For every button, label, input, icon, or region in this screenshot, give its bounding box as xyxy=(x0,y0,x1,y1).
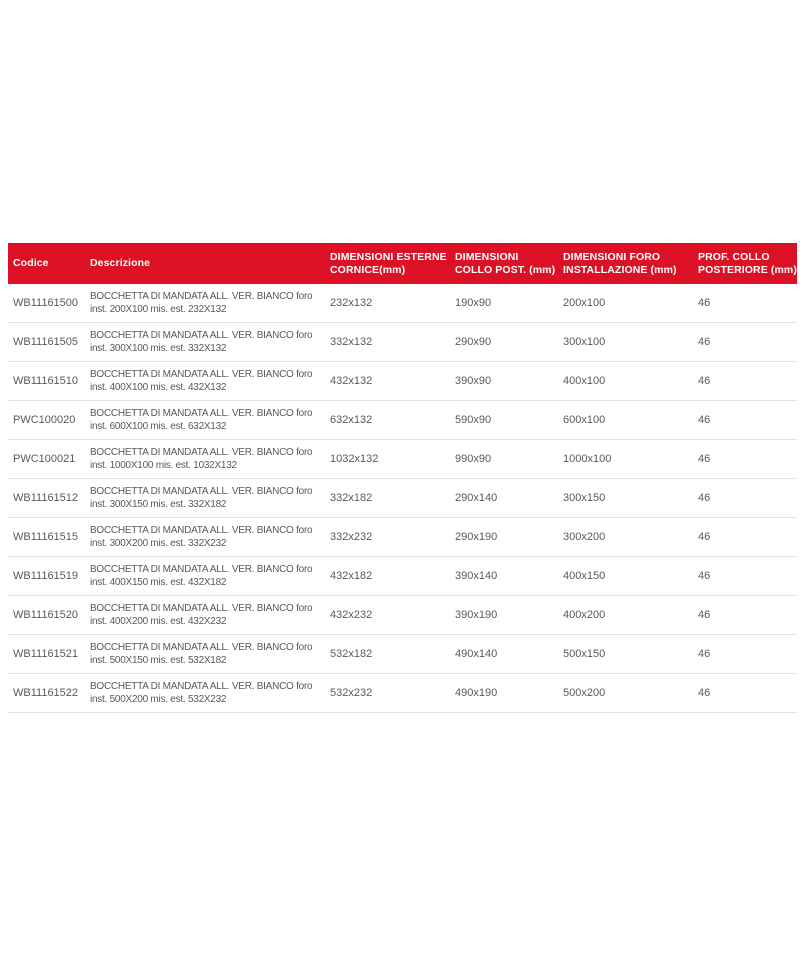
cell-descrizione xyxy=(90,641,330,668)
cell-dimensioni-collo-post xyxy=(455,336,563,348)
cell-prof-collo-posteriore xyxy=(698,648,797,660)
cell-dimensioni-esterne-cornice xyxy=(330,570,455,582)
column-header-prof-collo xyxy=(698,251,800,277)
cell-dimensioni-foro-installazione xyxy=(563,414,698,426)
product-description-line1: BOCCHETTA DI MANDATA ALL. VER. BIANCO foro xyxy=(90,368,313,380)
column-header-label: Descrizione xyxy=(90,257,151,269)
cell-prof-collo-posteriore xyxy=(698,297,797,309)
dimensioni-esterne-value: 532x232 xyxy=(330,687,373,699)
product-description-line2: inst. 300X100 mis. est. 332X132 xyxy=(90,343,227,354)
cell-prof-collo-posteriore xyxy=(698,375,797,387)
cell-dimensioni-esterne-cornice xyxy=(330,297,455,309)
cell-codice xyxy=(13,570,90,582)
dimensioni-foro-value: 500x200 xyxy=(563,687,606,699)
column-header-label: DIMENSIONI FORO xyxy=(563,250,661,263)
dimensioni-collo-value: 390x140 xyxy=(455,570,498,582)
dimensioni-foro-value: 300x150 xyxy=(563,492,606,504)
product-description-line2: inst. 300X200 mis. est. 332X232 xyxy=(90,538,227,549)
dimensioni-foro-value: 1000x100 xyxy=(563,453,612,465)
dimensioni-esterne-value: 432x182 xyxy=(330,570,373,582)
column-header-descrizione xyxy=(90,257,330,270)
prof-collo-value: 46 xyxy=(698,570,711,582)
product-code: PWC100020 xyxy=(13,414,76,426)
cell-codice xyxy=(13,453,90,465)
table-header-row xyxy=(8,243,797,284)
product-description-line1: BOCCHETTA DI MANDATA ALL. VER. BIANCO foro xyxy=(90,329,313,341)
dimensioni-esterne-value: 332x232 xyxy=(330,531,373,543)
dimensioni-foro-value: 500x150 xyxy=(563,648,606,660)
cell-dimensioni-foro-installazione xyxy=(563,687,698,699)
cell-descrizione xyxy=(90,446,330,473)
cell-dimensioni-esterne-cornice xyxy=(330,492,455,504)
product-code: WB11161500 xyxy=(13,297,79,309)
column-header-codice xyxy=(13,257,90,270)
dimensioni-foro-value: 300x200 xyxy=(563,531,606,543)
dimensioni-collo-value: 190x90 xyxy=(455,297,492,309)
column-header-label: PROF. COLLO xyxy=(698,250,770,263)
product-description-line1: BOCCHETTA DI MANDATA ALL. VER. BIANCO foro xyxy=(90,485,313,497)
prof-collo-value: 46 xyxy=(698,375,711,387)
dimensioni-foro-value: 300x100 xyxy=(563,336,606,348)
cell-codice xyxy=(13,492,90,504)
dimensioni-esterne-value: 232x132 xyxy=(330,297,373,309)
column-header-dimensioni-esterne xyxy=(330,251,455,277)
cell-prof-collo-posteriore xyxy=(698,609,797,621)
dimensioni-collo-value: 390x190 xyxy=(455,609,498,621)
table-row xyxy=(8,440,797,479)
cell-prof-collo-posteriore xyxy=(698,687,797,699)
dimensioni-esterne-value: 532x182 xyxy=(330,648,373,660)
cell-dimensioni-foro-installazione xyxy=(563,336,698,348)
product-description-line1: BOCCHETTA DI MANDATA ALL. VER. BIANCO foro xyxy=(90,290,313,302)
prof-collo-value: 46 xyxy=(698,687,711,699)
prof-collo-value: 46 xyxy=(698,414,711,426)
column-header-dimensioni-foro xyxy=(563,251,698,277)
cell-prof-collo-posteriore xyxy=(698,336,797,348)
cell-codice xyxy=(13,648,90,660)
product-code: WB11161522 xyxy=(13,687,79,699)
cell-dimensioni-foro-installazione xyxy=(563,648,698,660)
cell-codice xyxy=(13,414,90,426)
product-code: WB11161505 xyxy=(13,336,79,348)
cell-dimensioni-foro-installazione xyxy=(563,609,698,621)
cell-dimensioni-foro-installazione xyxy=(563,297,698,309)
product-description-line2: inst. 300X150 mis. est. 332X182 xyxy=(90,499,227,510)
product-code: WB11161520 xyxy=(13,609,79,621)
dimensioni-collo-value: 290x90 xyxy=(455,336,492,348)
cell-codice xyxy=(13,687,90,699)
dimensioni-foro-value: 200x100 xyxy=(563,297,606,309)
dimensioni-esterne-value: 332x132 xyxy=(330,336,373,348)
cell-descrizione xyxy=(90,563,330,590)
cell-dimensioni-collo-post xyxy=(455,609,563,621)
cell-dimensioni-foro-installazione xyxy=(563,570,698,582)
cell-descrizione xyxy=(90,290,330,317)
cell-dimensioni-collo-post xyxy=(455,414,563,426)
cell-descrizione xyxy=(90,602,330,629)
product-description-line1: BOCCHETTA DI MANDATA ALL. VER. BIANCO foro xyxy=(90,524,313,536)
dimensioni-esterne-value: 432x232 xyxy=(330,609,373,621)
product-description-line1: BOCCHETTA DI MANDATA ALL. VER. BIANCO foro xyxy=(90,446,313,458)
product-code: WB11161521 xyxy=(13,648,79,660)
cell-prof-collo-posteriore xyxy=(698,531,797,543)
column-header-label: INSTALLAZIONE (mm) xyxy=(563,263,677,276)
cell-descrizione xyxy=(90,368,330,395)
cell-dimensioni-collo-post xyxy=(455,297,563,309)
cell-dimensioni-foro-installazione xyxy=(563,453,698,465)
dimensioni-collo-value: 490x190 xyxy=(455,687,498,699)
product-code: WB11161510 xyxy=(13,375,79,387)
cell-dimensioni-foro-installazione xyxy=(563,492,698,504)
product-description-line2: inst. 200X100 mis. est. 232X132 xyxy=(90,304,227,315)
dimensioni-esterne-value: 432x132 xyxy=(330,375,373,387)
prof-collo-value: 46 xyxy=(698,297,711,309)
cell-dimensioni-collo-post xyxy=(455,375,563,387)
cell-dimensioni-esterne-cornice xyxy=(330,336,455,348)
cell-dimensioni-collo-post xyxy=(455,570,563,582)
dimensioni-collo-value: 490x140 xyxy=(455,648,498,660)
cell-dimensioni-collo-post xyxy=(455,492,563,504)
table-row xyxy=(8,362,797,401)
prof-collo-value: 46 xyxy=(698,648,711,660)
cell-codice xyxy=(13,609,90,621)
cell-dimensioni-esterne-cornice xyxy=(330,375,455,387)
cell-descrizione xyxy=(90,680,330,707)
cell-dimensioni-collo-post xyxy=(455,531,563,543)
dimensioni-collo-value: 590x90 xyxy=(455,414,492,426)
product-description-line1: BOCCHETTA DI MANDATA ALL. VER. BIANCO foro xyxy=(90,563,313,575)
column-header-label: POSTERIORE (mm) xyxy=(698,263,797,276)
product-description-line2: inst. 400X100 mis. est. 432X132 xyxy=(90,382,227,393)
dimensioni-foro-value: 600x100 xyxy=(563,414,606,426)
cell-codice xyxy=(13,531,90,543)
product-description-line1: BOCCHETTA DI MANDATA ALL. VER. BIANCO foro xyxy=(90,602,313,614)
product-description-line1: BOCCHETTA DI MANDATA ALL. VER. BIANCO foro xyxy=(90,680,313,692)
prof-collo-value: 46 xyxy=(698,336,711,348)
cell-dimensioni-collo-post xyxy=(455,648,563,660)
table-body xyxy=(8,284,797,713)
dimensioni-foro-value: 400x200 xyxy=(563,609,606,621)
cell-dimensioni-esterne-cornice xyxy=(330,648,455,660)
cell-descrizione xyxy=(90,524,330,551)
column-header-dimensioni-collo xyxy=(455,251,563,277)
column-header-label: DIMENSIONI ESTERNE xyxy=(330,250,447,263)
cell-descrizione xyxy=(90,329,330,356)
table-row xyxy=(8,284,797,323)
cell-dimensioni-collo-post xyxy=(455,687,563,699)
dimensioni-foro-value: 400x150 xyxy=(563,570,606,582)
cell-descrizione xyxy=(90,407,330,434)
table-row xyxy=(8,479,797,518)
product-description-line1: BOCCHETTA DI MANDATA ALL. VER. BIANCO foro xyxy=(90,641,313,653)
cell-dimensioni-esterne-cornice xyxy=(330,609,455,621)
dimensioni-collo-value: 390x90 xyxy=(455,375,492,387)
table-row xyxy=(8,557,797,596)
column-header-label: Codice xyxy=(13,257,49,269)
table-row xyxy=(8,596,797,635)
prof-collo-value: 46 xyxy=(698,492,711,504)
product-description-line2: inst. 500X200 mis. est. 532X232 xyxy=(90,694,227,705)
dimensioni-esterne-value: 332x182 xyxy=(330,492,373,504)
prof-collo-value: 46 xyxy=(698,453,711,465)
product-spec-table xyxy=(8,243,797,713)
cell-codice xyxy=(13,375,90,387)
product-description-line2: inst. 600X100 mis. est. 632X132 xyxy=(90,421,227,432)
product-code: WB11161512 xyxy=(13,492,79,504)
cell-prof-collo-posteriore xyxy=(698,414,797,426)
cell-dimensioni-foro-installazione xyxy=(563,531,698,543)
dimensioni-collo-value: 990x90 xyxy=(455,453,492,465)
table-row xyxy=(8,635,797,674)
column-header-label: COLLO POST. (mm) xyxy=(455,263,556,276)
cell-dimensioni-collo-post xyxy=(455,453,563,465)
dimensioni-collo-value: 290x140 xyxy=(455,492,498,504)
dimensioni-collo-value: 290x190 xyxy=(455,531,498,543)
cell-codice xyxy=(13,336,90,348)
dimensioni-esterne-value: 1032x132 xyxy=(330,453,379,465)
product-description-line2: inst. 1000X100 mis. est. 1032X132 xyxy=(90,460,237,471)
table-row xyxy=(8,323,797,362)
table-row xyxy=(8,518,797,557)
cell-descrizione xyxy=(90,485,330,512)
table-row xyxy=(8,674,797,713)
cell-dimensioni-esterne-cornice xyxy=(330,687,455,699)
cell-dimensioni-esterne-cornice xyxy=(330,531,455,543)
cell-codice xyxy=(13,297,90,309)
cell-prof-collo-posteriore xyxy=(698,570,797,582)
table-row xyxy=(8,401,797,440)
cell-dimensioni-foro-installazione xyxy=(563,375,698,387)
cell-prof-collo-posteriore xyxy=(698,492,797,504)
column-header-label: DIMENSIONI xyxy=(455,250,519,263)
dimensioni-esterne-value: 632x132 xyxy=(330,414,373,426)
product-description-line1: BOCCHETTA DI MANDATA ALL. VER. BIANCO foro xyxy=(90,407,313,419)
product-code: WB11161515 xyxy=(13,531,79,543)
product-description-line2: inst. 400X200 mis. est. 432X232 xyxy=(90,616,227,627)
prof-collo-value: 46 xyxy=(698,609,711,621)
product-description-line2: inst. 400X150 mis. est. 432X182 xyxy=(90,577,227,588)
prof-collo-value: 46 xyxy=(698,531,711,543)
product-code: WB11161519 xyxy=(13,570,79,582)
product-code: PWC100021 xyxy=(13,453,76,465)
cell-dimensioni-esterne-cornice xyxy=(330,414,455,426)
cell-dimensioni-esterne-cornice xyxy=(330,453,455,465)
product-description-line2: inst. 500X150 mis. est. 532X182 xyxy=(90,655,227,666)
cell-prof-collo-posteriore xyxy=(698,453,797,465)
dimensioni-foro-value: 400x100 xyxy=(563,375,606,387)
column-header-label: CORNICE(mm) xyxy=(330,263,406,276)
